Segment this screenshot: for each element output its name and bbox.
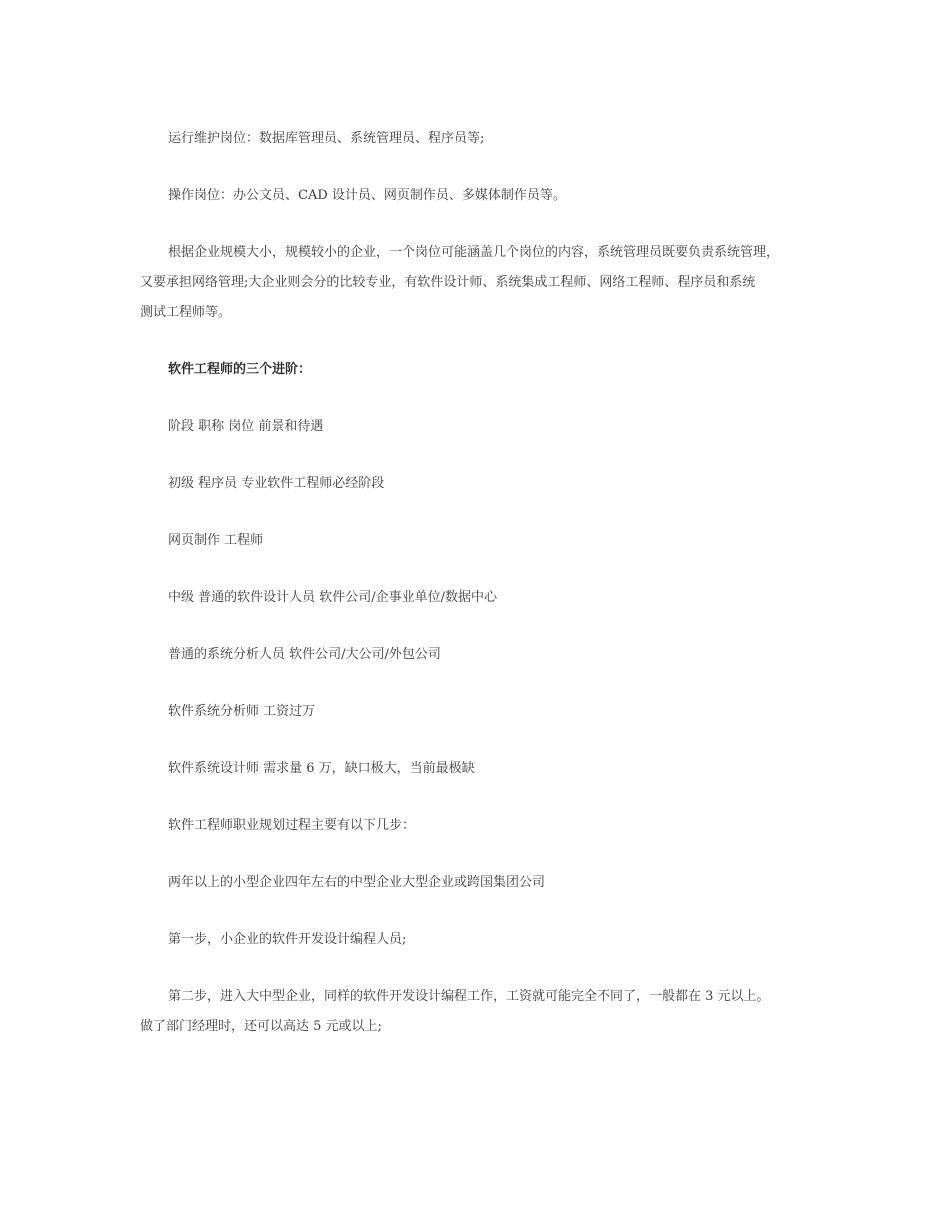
paragraph-line: 测试工程师等。 [140,305,232,320]
paragraph-line: 普通的系统分析人员 软件公司/大公司/外包公司 [168,647,441,662]
paragraph-line: 初级 程序员 专业软件工程师必经阶段 [168,476,385,491]
paragraph-line: 阶段 职称 岗位 前景和待遇 [168,419,324,434]
paragraph-line: 又要承担网络管理;大企业则会分的比较专业，有软件设计师、系统集成工程师、网络工程师、程序员和系统 [140,275,756,290]
paragraph-line: 两年以上的小型企业四年左右的中型企业大型企业或跨国集团公司 [168,875,546,890]
paragraph [140,868,830,898]
paragraph-line: 做了部门经理时，还可以高达 5 元或以上; [140,1019,382,1034]
paragraph-line: 软件系统设计师 需求量 6 万，缺口极大，当前最极缺 [168,761,475,776]
paragraph [140,697,830,727]
paragraph [140,181,830,211]
section-heading [140,355,830,385]
paragraph-line: 软件工程师的三个进阶： [168,362,312,377]
paragraph-line: 运行维护岗位：数据库管理员、系统管理员、程序员等; [168,131,485,146]
paragraph [140,982,830,1042]
paragraph [140,469,830,499]
paragraph-line: 软件工程师职业规划过程主要有以下几步： [168,818,416,833]
paragraph [140,238,830,328]
paragraph [140,925,830,955]
paragraph-line: 第一步，小企业的软件开发设计编程人员; [168,932,407,947]
paragraph [140,754,830,784]
paragraph-line: 第二步，进入大中型企业，同样的软件开发设计编程工作，工资就可能完全不同了，一般都在 3 元以上。 [168,989,770,1004]
paragraph-line: 网页制作 工程师 [168,533,264,548]
paragraph [140,412,830,442]
paragraph-line: 中级 普通的软件设计人员 软件公司/企事业单位/数据中心 [168,590,498,605]
paragraph-line: 软件系统分析师 工资过万 [168,704,316,719]
paragraph-line: 根据企业规模大小，规模较小的企业，一个岗位可能涵盖几个岗位的内容，系统管理员既要负责系统管理， [168,245,780,260]
document-page [140,124,830,1042]
paragraph [140,526,830,556]
paragraph [140,640,830,670]
paragraph-line: 操作岗位：办公文员、CAD 设计员、网页制作员、多媒体制作员等。 [168,188,566,203]
paragraph [140,124,830,154]
paragraph [140,583,830,613]
paragraph [140,811,830,841]
